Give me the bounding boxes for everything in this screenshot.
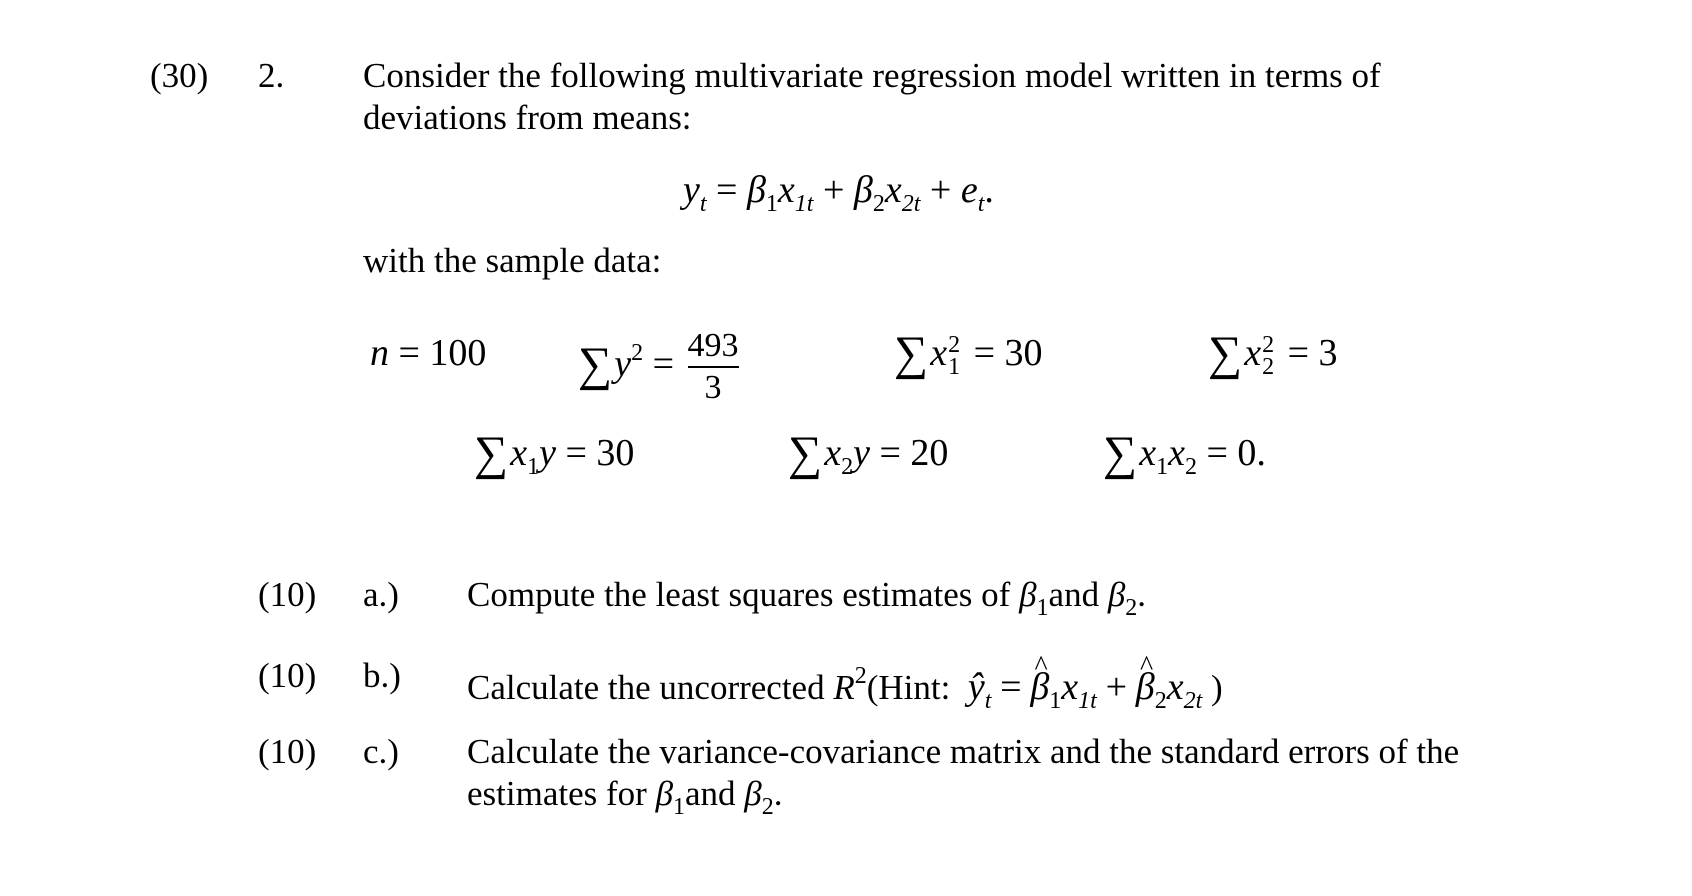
part-c-line2: estimates for $\beta_1and$ $\beta_2$. bbox=[467, 774, 783, 820]
question-number: 2. bbox=[258, 56, 285, 95]
part-a-label: a.) bbox=[363, 575, 399, 614]
part-c-line1: Calculate the variance-covariance matrix and the standard errors of the bbox=[467, 732, 1460, 771]
question-intro-line1: Consider the following multivariate regression model written in terms of bbox=[363, 56, 1381, 95]
part-b-points: (10) bbox=[258, 656, 317, 695]
sum-x2-y: $\sum x_2y = 20$ bbox=[788, 427, 949, 480]
sum-x1-y: $\sum x_1y = 30$ bbox=[474, 427, 635, 480]
fraction-493-over-3: $\frac{493}{3}$ bbox=[687, 327, 739, 407]
part-b-label: b.) bbox=[363, 656, 401, 695]
part-b-text: Calculate the uncorrected $R^2(Hint$: $ŷ_t$ = ^ $\beta_1x_{1t}$ + ^ $\beta_2x_{2t}$ ) bbox=[467, 655, 1223, 722]
sum-x1-x2: $\sum x_1x_2 = 0$. bbox=[1103, 427, 1266, 480]
sum-y-squared: $\sum y^2$ = $\frac{493}{3}$ bbox=[578, 327, 739, 407]
question-intro-line2: deviations from means: bbox=[363, 98, 692, 137]
part-c-label: c.) bbox=[363, 732, 399, 771]
sample-n: n = 100 bbox=[370, 332, 487, 374]
part-a-points: (10) bbox=[258, 575, 317, 614]
sum-x1-squared: ∑x 2 1 = 30 bbox=[894, 327, 1043, 381]
model-equation: $y_t = \beta_1x_{1t} + \beta_2x_{2t} + e_t$. bbox=[683, 169, 994, 217]
part-a-text: Compute the least squares estimates of $\beta_1and$ $\beta_2$. bbox=[467, 575, 1147, 621]
part-c-points: (10) bbox=[258, 732, 317, 771]
sum-x2-squared: ∑x 2 2 = 3 bbox=[1208, 327, 1338, 381]
sample-data-intro: with the sample data: bbox=[363, 241, 662, 280]
question-points: (30) bbox=[150, 56, 209, 95]
